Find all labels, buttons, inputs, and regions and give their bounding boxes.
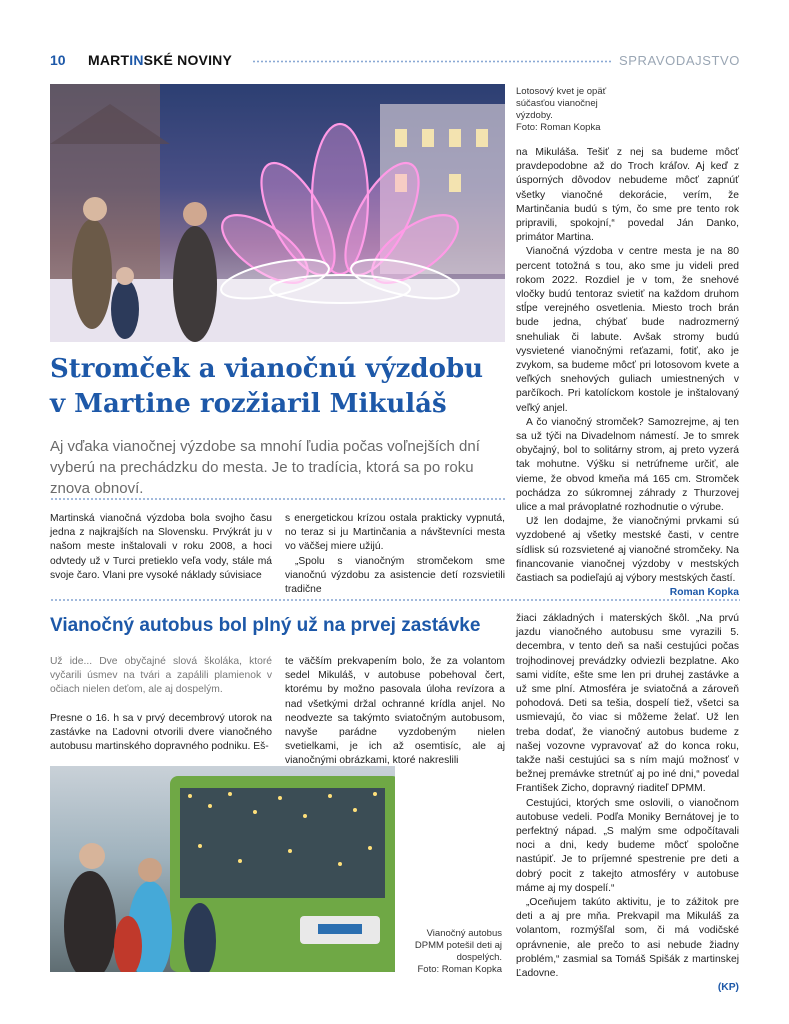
lotus-photo-illustration — [50, 84, 505, 342]
photo1-caption-line: Lotosový kvet je opäť — [516, 86, 607, 97]
section-label: SPRAVODAJSTVO — [619, 53, 740, 68]
article2-intro — [50, 655, 272, 698]
photo1-caption-credit: Foto: Roman Kopka — [516, 122, 601, 133]
article2-paragraph: te väčším prekvapením bolo, že za volantom sedel Mikuláš, v autobuse pobehoval čert, ktorému by možno pasovala úloha revízora a nad všetkými držal ochranné krídla anjel. No neodvezte sa takýmto sviatočným autobusom, navyše parádne vyzdobeným nielen svetielkami, je ich až osemtisíc, ale aj vianočnými obrázkami, ktoré nakreslili — [285, 656, 505, 767]
article1-headline — [50, 352, 510, 422]
article1-headline-line2: v Martine rozžiaril Mikuláš — [50, 389, 447, 419]
header-dotted-rule — [252, 60, 612, 63]
masthead-part1: MART — [88, 52, 130, 68]
article1-paragraph: Vianočná výzdoba v centre mesta je na 80 percent totožná s tou, ako sme ju videli pred rokom 2022. Rozdiel je v tom, že snehové vločky budú tentoraz svietiť na každom druhom stĺpe verejného osvetlenia. Miesto troch brán bude jedna, chýbať bude nadrozmerný snehuliak či labute. Avšak stromy budú vysvietené vianočnými reťazami, fotiť, ako je zvykom, sa budeme môcť pri lotosovom kvete a veľkých snehových guliach umiestnených v parčíkoch. Pri katolíckom kostole je inštalovaný veľký anjel. — [516, 246, 739, 414]
article1-column-2 — [285, 512, 505, 597]
masthead — [88, 52, 232, 68]
article-separator-rule — [50, 598, 740, 602]
article2-paragraph: Cestujúci, ktorých sme oslovili, o vianočnom autobuse vedeli. Podľa Moniky Bernátovej je to perfektný nápad. „S malým sme odpočítavali noci a dni, kedy budeme môcť spoločne nastúpiť. Je to príjemné spestrenie pre deti a dobrý pocit z takejto atmosféry v autobuse máme aj my dospelí.“ — [516, 797, 739, 894]
bus-photo-illustration — [50, 766, 395, 972]
article2-intro-text: Už ide... Dve obyčajné slová školáka, ktoré vyčarili úsmev na tvári a zapálili plamienok v očiach nielen deťom, ale aj dospelým. — [50, 656, 272, 696]
photo2-caption-line: dospelých. — [456, 952, 502, 963]
article2-paragraph: Presne o 16. h sa v prvý decembrový utorok na zastávke na Ľadovni otvorili dvere vianočného autobusu martinského dopravného podniku. Eš- — [50, 713, 272, 753]
article1-author: Roman Kopka — [669, 587, 739, 599]
article1-paragraph: A čo vianočný stromček? Samozrejme, aj ten sa už týči na Divadelnom námestí. Je to smrek obyčajný, bol to solitárny strom, aj preto vyzerá tak mohutne. Výšku si netrúfneme určiť, ale vieme, že obvod kmeňa má 165 cm. Stromček pochádza zo súkromnej záhrady z Thurzovej ulice a mal právoplatné rozhodnutie o výrube. — [516, 416, 739, 514]
christmas-bus-photo — [50, 766, 395, 972]
article2-paragraph: žiaci základných i materských škôl. „Na prvú jazdu vianočného autobusu sme vyrazili 5. decembra, v tento deň sa naši cestujúci počas trojhodinovej prevádzky odviezli bezplatne. Ako sami vidíte, ešte sme len pri druhej zastávke a už sme plní. Atmosféra je sviatočná a zároveň pohodová. Deti sa tešia, dospelí tiež, všetci sa usmievajú, čo viac si môžeme želať. Už len treba dodať, že vianočný autobus budeme z našej vozovne vypravovať až do konca roku, takže naši cestujúci sa s ním majú možnosť v bežnej premávke stretnúť aj po iné dni,“ povedal František Zicho, dopravný riaditeľ DPMM. — [516, 613, 739, 795]
article2-author: (KP) — [717, 982, 739, 994]
article2-column-3 — [516, 612, 739, 995]
article1-lead: Aj vďaka vianočnej výzdobe sa mnohí ľudia počas voľnejších dní vyberú na prechádzku do mesta. Je to tradícia, ktorá sa po roku znova obnoví. — [50, 438, 480, 497]
article1-paragraph: „Spolu s vianočným stromčekom sme vianočnú výzdobu za asistencie detí rozsvietili tradične — [285, 555, 505, 596]
masthead-part2: IN — [129, 52, 144, 68]
lead-dotted-rule — [50, 497, 505, 501]
masthead-part3: SKÉ NOVINY — [143, 52, 233, 68]
article2-column-1 — [50, 712, 272, 755]
article1-paragraph: na Mikuláša. Tešiť z nej sa budeme môcť pravdepodobne až do Troch kráľov. Aj keď z úsporných dôvodov nebudeme môcť zapnúť všetky vianočné dekorácie, verím, že Martinčania budú s tým, čo sme pre tento rok pripravili, spokojní,“ povedal Ján Danko, primátor Martina. — [516, 147, 739, 244]
article1-paragraph: Už len dodajme, že vianočnými prvkami sú vyzdobené aj všetky mestské časti, v centre sídlisk sú rozsvietené aj vianočné stromčeky. Na financovanie vianočnej výzdoby v mestských častiach sa podieľajú aj výbory mestských častí. — [516, 516, 739, 585]
photo2-caption-line: DPMM potešil deti aj — [414, 940, 502, 951]
photo2-caption-credit: Foto: Roman Kopka — [417, 964, 502, 975]
photo1-caption-line: súčasťou vianočnej — [516, 98, 598, 109]
article2-headline: Vianočný autobus bol plný už na prvej zastávke — [50, 615, 481, 636]
photo2-caption-line: Vianočný autobus — [426, 928, 502, 939]
article1-paragraph: s energetickou krízou ostala prakticky vypnutá, no teraz si ju Martinčania a návštevníci mesta vo väčšej miere užijú. — [285, 513, 505, 553]
lotus-light-photo — [50, 84, 505, 342]
article1-column-3 — [516, 146, 739, 601]
article2-column-2 — [285, 655, 505, 769]
article1-paragraph: Martinská vianočná výzdoba bola svojho času jedna z najkrajších na Slovensku. Prvýkrát ju v našom meste inštalovali v roku 2008, a hoci odvtedy už v Turci pretieklo veľa vody, stále má svoje čaro. Vlani pre vysoké náklady súvisiace — [50, 513, 272, 581]
page-header — [50, 52, 740, 70]
photo2-caption — [405, 928, 502, 976]
photo1-caption — [516, 86, 646, 134]
article1-headline-line1: Stromček a vianočnú výzdobu — [50, 354, 484, 384]
page-number: 10 — [50, 52, 66, 68]
article1-column-1 — [50, 512, 272, 583]
article2-paragraph: „Oceňujem takúto aktivitu, je to zážitok pre deti a aj pre mňa. Prekvapil ma Mikuláš za volantom, rozmýšľal som, či má vodičské oprávnenie, ale prečo to asi nebude žiadny problém,“ zasmial sa Tomáš Spišák z martinskej Ľadovne. — [516, 897, 739, 980]
photo1-caption-line: výzdoby. — [516, 110, 553, 121]
